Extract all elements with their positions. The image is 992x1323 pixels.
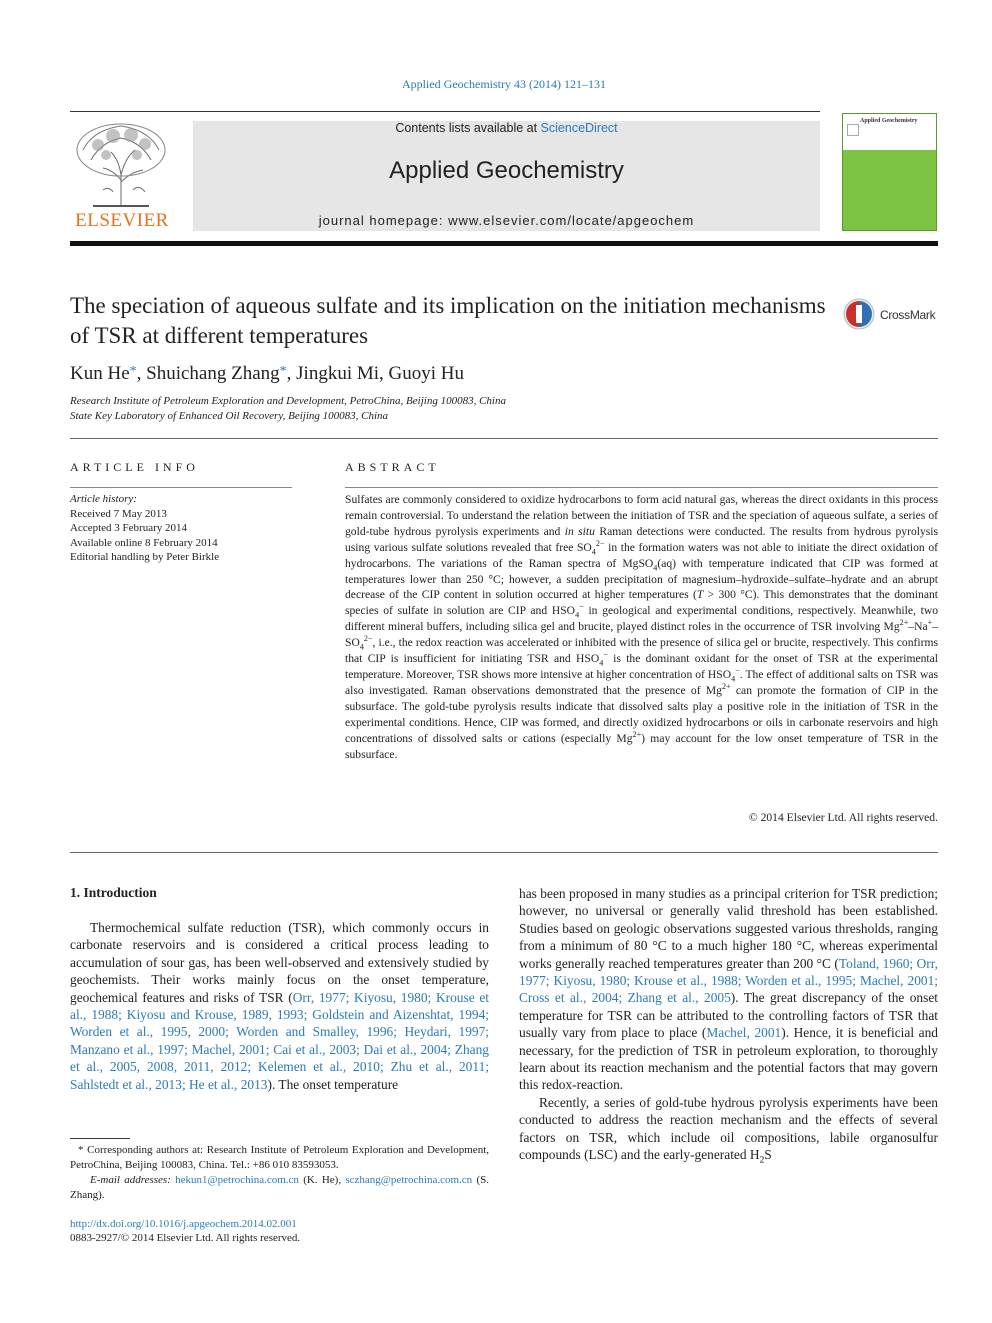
body-divider [70, 852, 938, 853]
title-divider [70, 438, 938, 439]
section-heading: 1. Introduction [70, 885, 157, 900]
editorial-handling: Editorial handling by Peter Birkle [70, 551, 220, 564]
author-name[interactable]: Guoyi Hu [388, 363, 465, 384]
crossmark-label: CrossMark [880, 308, 936, 322]
corresponding-mark[interactable]: * [279, 364, 287, 379]
homepage-link[interactable]: www.elsevier.com/locate/apgeochem [448, 213, 695, 228]
author-name[interactable]: Jingkui Mi [296, 363, 380, 384]
paragraph: Thermochemical sulfate reduction (TSR), which commonly occurs in carbonate reservoirs and is considered a critical process leading to accumulation of sour gas, has been well-observed and extensively studied by geochemists. Their works mainly focus on the onset temperature, geochemical features and risks of TSR (Orr, 1977; Kiyosu, 1980; Krouse et al., 1988; Kiyosu and Krouse, 1989, 1993; Goldstein and Aizenshtat, 1994; Worden et al., 1995, 2000; Worden and Smalley, 1996; Heydari, 1997; Manzano et al., 1997; Machel, 2001; Cai et al., 2003; Dai et al., 2004; Zhang et al., 2005, 2008, 2011, 2012; Kelemen et al., 2010; Zhu et al., 2011; Sahlstedt et al., 2013; He et al., 2013). The onset temperature [70, 920, 490, 1092]
email-link[interactable]: hekun1@petrochina.com.cn [175, 1174, 299, 1186]
abstract-copyright: © 2014 Elsevier Ltd. All rights reserved. [748, 811, 938, 824]
abstract-text: Sulfates are commonly considered to oxidize hydrocarbons to form acid natural gas, whereas the direct oxidants in this process remain controversial. To understand the relation between the initiation of TSR and the speciation of aqueous sulfate, a series of gold-tube hydrous pyrolysis experiments and in situ Raman detections were conducted. The results from hydrous pyrolysis using various sulfate solutions revealed that free $SO_4^{2-}$ in the formation waters was not able to initiate the direct oxidation of hydrocarbons. The variations of the Raman spectra of MgSO$_4$(aq) with temperature indicated that CIP was formed at temperatures lower than 250 °C; however, a sudden precipitation of magnesium–hydroxide–sulfate–hydrate and an abrupt decrease of the CIP content in solution occurred at higher temperatures (T > 300 °C). This demonstrates that the dominant species of sulfate in solution are CIP and $HSO_4^-$ in geological and experimental conditions, respectively. Meanwhile, two different mineral buffers, including silica gel and brucite, played distinct roles in the occurrence of TSR involving $Mg^{2+}-Na^+-SO_4^{2-}$, i.e., the redox reaction was accelerated or inhibited with the presence of silica gel or brucite, respectively. This confirms that CIP is insufficient for initiating TSR and $HSO_4^-$ is the dominant oxidant for the onset of TSR at the experimental temperature. Moreover, TSR shows more intensive at higher concentration of $HSO_4^-$. The effect of additional salts on TSR was also investigated. Raman observations demonstrated that the presence of $Mg^{2+}$ can promote the formation of CIP in the subsurface. The gold-tube pyrolysis results indicate that dissolved salts play a positive role in the initiation of TSR in the experimental conditions. Hence, CIP was formed, and directly oxidized hydrocarbons or oils in carbonate reservoirs and high concentrations of dissolved salts or cations (especially $Mg^{2+}$) may account for the low onset temperature of TSR in the subsurface. [345, 493, 939, 761]
cover-header [843, 114, 936, 150]
reference-link[interactable]: Orr, 1977; Kiyosu, 1980; Krouse et al., 1988; Kiyosu and Krouse, 1989, 1993; Goldstein and Aizenshtat, 1994; Worden et al., 1995, 2000; Worden and Smalley, 1996; Heydari, 1997; Manzano et al., 1997; Machel, 2001; Cai et al., 2003; Dai et al., 2004; Zhang et al., 2005, 2008, 2011, 2012; Kelemen et al., 2010; Zhu et al., 2011; Sahlstedt et al., 2013; He et al., 2013 [70, 989, 490, 1092]
corresponding-mark[interactable]: * [129, 364, 137, 379]
article-history [70, 492, 219, 565]
online-date: Available online 8 February 2014 [70, 536, 218, 549]
abstract-heading: ABSTRACT [345, 460, 440, 474]
journal-name: Applied Geochemistry [389, 157, 624, 184]
author-name[interactable]: Shuichang Zhang [146, 363, 280, 384]
body-column-left [70, 919, 489, 1093]
contents-line: Contents lists available at ScienceDirect [395, 121, 618, 135]
paragraph: Recently, a series of gold-tube hydrous pyrolysis experiments have been conducted to address the reaction mechanism and the effects of several factors on TSR, which include oil compositions, labile organosulfur compounds (LSC) and the early-generated $H_2S$ [519, 1094, 938, 1166]
header-top-rule [70, 111, 820, 112]
issn-line: 0883-2927/© 2014 Elsevier Ltd. All rights reserved. [70, 1232, 301, 1244]
article-info-heading: ARTICLE INFO [70, 460, 199, 474]
reference-link[interactable]: Machel, 2001 [706, 1025, 782, 1041]
journal-citation[interactable]: Applied Geochemistry 43 (2014) 121–131 [402, 77, 606, 91]
crossmark-icon [843, 298, 875, 330]
affiliation: State Key Laboratory of Enhanced Oil Recovery, Beijing 100083, China [70, 410, 389, 422]
publisher-wordmark: ELSEVIER [75, 210, 169, 231]
doi-link[interactable]: http://dx.doi.org/10.1016/j.apgeochem.2014.02.001 [70, 1218, 297, 1230]
author-name[interactable]: Kun He [70, 363, 130, 384]
abstract-rule [345, 487, 938, 488]
cover-title: Applied Geochemistry [860, 118, 918, 124]
cover-logo-icon [847, 124, 859, 136]
affiliation: Research Institute of Petroleum Exploration and Development, PetroChina, Beijing 100083, China [70, 395, 506, 407]
sciencedirect-link[interactable]: ScienceDirect [540, 121, 618, 135]
corresponding-footnote: * Corresponding authors at: Research Institute of Petroleum Exploration and Development, PetroChina, Beijing 100083, China. Tel.: +86 010 83593053. [70, 1144, 489, 1171]
body-column-right [519, 885, 938, 1164]
author-list: Kun He*, Shuichang Zhang*, Jingkui Mi, Guoyi Hu [70, 363, 465, 384]
received-date: Received 7 May 2013 [70, 507, 167, 520]
email-link[interactable]: sczhang@petrochina.com.cn [345, 1174, 473, 1186]
paragraph: has been proposed in many studies as a principal criterion for TSR prediction; however, no universal or generally valid threshold has been established. Studies based on geologic observations suggested various thresholds, ranging from a minimum of 80 °C to a much higher 180 °C, whereas experimental works generally reached temperatures greater than 200 °C (Toland, 1960; Orr, 1977; Kiyosu, 1980; Krouse et al., 1988; Worden et al., 1995; Machel, 2001; Cross et al., 2004; Zhang et al., 2005). The great discrepancy of the onset temperature for TSR can be attributed to the controlling factors of TSR that usually vary from place to place (Machel, 2001). Hence, it is beneficial and necessary, for the prediction of TSR in petroleum exploration, to thoroughly learn about its reaction mechanism and the potential factors that may govern this redox-reaction. [519, 886, 938, 1093]
journal-homepage: journal homepage: www.elsevier.com/locate/apgeochem [318, 213, 695, 228]
elsevier-logo [70, 118, 174, 233]
crossmark-badge[interactable] [843, 298, 943, 334]
journal-cover-thumbnail[interactable] [842, 113, 937, 231]
reference-link[interactable]: Toland, 1960; Orr, 1977; Kiyosu, 1980; Krouse et al., 1988; Worden et al., 1995; Machel, 2001; Cross et al., 2004; Zhang et al., 2005 [519, 955, 938, 1006]
history-label: Article history: [70, 493, 137, 505]
footnote-rule [70, 1138, 130, 1139]
journal-banner [193, 121, 820, 231]
header-thick-rule [70, 241, 938, 246]
email-footnote: E-mail addresses: hekun1@petrochina.com.cn (K. He), sczhang@petrochina.com.cn (S. Zhang). [70, 1174, 489, 1201]
article-title: The speciation of aqueous sulfate and its implication on the initiation mechanisms of TSR at different temperatures [70, 293, 826, 348]
article-info-rule [70, 487, 292, 488]
tree-icon [73, 120, 169, 208]
accepted-date: Accepted 3 February 2014 [70, 522, 187, 535]
